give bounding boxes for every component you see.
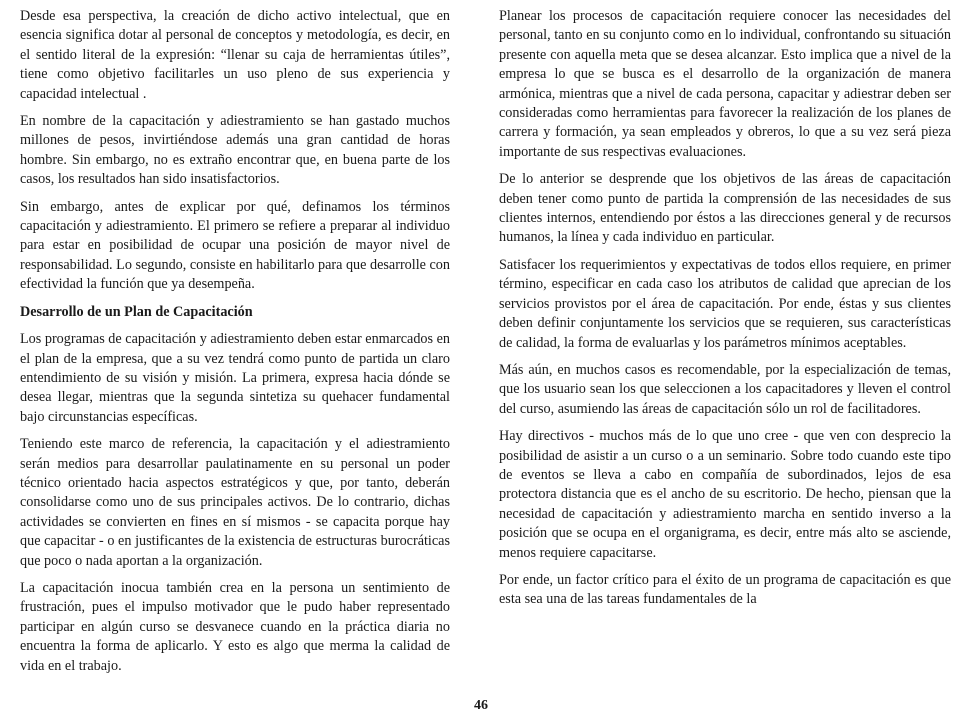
left-column	[20, 7, 450, 684]
paragraph: De lo anterior se desprende que los objetivos de las áreas de capacitación deben tener como punto de partida la comprensión de las necesidades de sus clientes internos, entendiendo por éstos a las direcciones general y de recursos humanos, la línea y cada individuo en particular.	[499, 171, 951, 246]
paragraph: Desde esa perspectiva, la creación de dicho activo intelectual, que en esencia significa dotar al personal de conceptos y metodología, es decir, en el sentido literal de la expresión: “llenar su caja de herramientas útiles”, tiene como objetivo facilitarles un uso pleno de sus experiencia y capacidad intelectual .	[20, 8, 450, 102]
paragraph: Planear los procesos de capacitación requiere conocer las necesidades del personal, tanto en su conjunto como en lo individual, confrontando su situación presente con aquella meta que se desea alcanzar. Esto implica que a nivel de la empresa lo que se busca es el desarrollo de la organización de manera armónica, mientras que a nivel de cada persona, capacitar y adiestrar deben ser consideradas como herramientas para favorecer la realización de los planes de carrera y formación, ya sean empleados y obreros, lo que a su vez será pieza importante de sus respectivas evaluaciones.	[499, 8, 951, 160]
paragraph: Los programas de capacitación y adiestramiento deben estar enmarcados en el plan de la empresa, que a su vez tendrá como punto de partida un claro entendimiento de su visión y misión. La primera, expresa hacia dónde se desea llegar, mientras que la segunda sintetiza su quehacer fundamental bajo circunstancias específicas.	[20, 331, 450, 425]
paragraph: Hay directivos - muchos más de lo que uno cree - que ven con desprecio la posibilidad de asistir a un curso o a un seminario. Sobre todo cuando este tipo de eventos se lleva a cabo en compañía de subordinados, lejos de esa protectora distancia que es el ancho de su escritorio. De hecho, piensan que la necesidad de capacitación y adiestramiento marcha en sentido inverso a la posición que se ocupa en el organigrama, es decir, entre más alto se asciende, menos requiere capacitarse.	[499, 428, 951, 561]
right-column	[499, 7, 951, 618]
paragraph: Satisfacer los requerimientos y expectativas de todos ellos requiere, en primer término, especificar en cada caso los atributos de calidad que aprecian de los servicios provistos por el área de capacitación. Por ende, éstas y sus clientes deben definir conjuntamente los servicios que se requieren, sus características de calidad, la forma de evaluarlas y los parámetros mínimos aceptables.	[499, 256, 951, 351]
section-heading: Desarrollo de un Plan de Capacitación	[20, 303, 253, 320]
paragraph: En nombre de la capacitación y adiestramiento se han gastado muchos millones de pesos, invirtiéndose además una gran cantidad de horas hombre. Sin embargo, no es extraño encontrar que, en buena parte de los casos, los resultados han sido insatisfactorios.	[20, 113, 450, 188]
paragraph: Sin embargo, antes de explicar por qué, definamos los términos capacitación y adiestramiento. El primero se refiere a preparar al individuo para estar en posibilidad de ocupar una posición de mayor nivel de responsabilidad. Lo segundo, consiste en habilitarlo para que desarrolle con efectividad la función que ya desempeña.	[20, 198, 450, 293]
paragraph: Teniendo este marco de referencia, la capacitación y el adiestramiento serán medios para desarrollar paulatinamente en su personal un poder técnico orientado hacia aspectos estratégicos y que, por tanto, deberán consolidarse como uno de sus principales activos. De lo contrario, dichas actividades se convierten en fines en sí mismos - se capacita porque hay que capacitar - o en justificantes de la existencia de estructuras burocráticas que poco o nada aportan a la organización.	[20, 436, 450, 569]
paragraph: Más aún, en muchos casos es recomendable, por la especialización de temas, que los usuario sean los que seleccionen a los capacitadores y lleven el control del curso, asumiendo las áreas de capacitación sólo un rol de facilitadores.	[499, 361, 951, 417]
paragraph: La capacitación inocua también crea en la persona un sentimiento de frustración, pues el impulso motivador que le pudo haber representado participar en algún curso se desvanece cuando en la práctica diaria no encuentra la forma de aplicarlo. Y esto es algo que merma la calidad de vida en el trabajo.	[20, 579, 450, 674]
paragraph: Por ende, un factor crítico para el éxito de un programa de capacitación es que esta sea una de las tareas fundamentales de la	[499, 571, 951, 608]
page-number: 46	[474, 698, 488, 713]
